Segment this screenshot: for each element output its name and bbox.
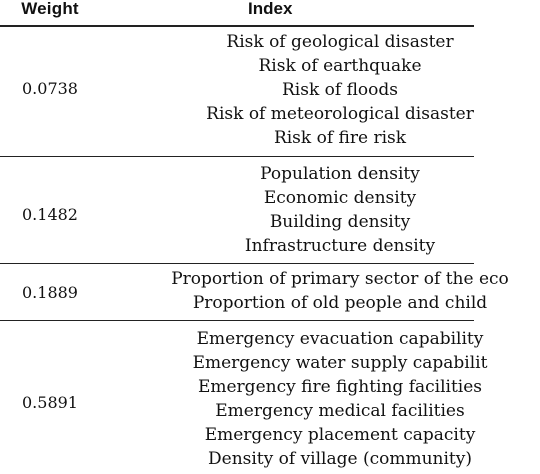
index-item: Emergency medical facilities <box>215 401 465 421</box>
index-item: Emergency placement capacity <box>204 425 476 445</box>
table-header <box>0 0 474 26</box>
index-item: Risk of earthquake <box>258 56 422 76</box>
index-item: Population density <box>260 164 420 184</box>
index-item: Emergency evacuation capability <box>196 329 484 349</box>
row-divider <box>0 156 474 157</box>
row-divider <box>0 263 474 264</box>
weight-cell: 0.5891 <box>22 393 78 412</box>
index-item: Risk of meteorological disaster <box>206 104 474 124</box>
header-index: Index <box>248 0 293 18</box>
index-item: Proportion of primary sector of the eco <box>171 269 509 289</box>
weight-cell: 0.1482 <box>22 205 78 224</box>
index-item: Density of village (community) <box>208 449 472 469</box>
index-item: Building density <box>269 212 411 232</box>
header-rule <box>0 25 474 27</box>
index-item: Emergency fire fighting facilities <box>197 377 483 397</box>
index-item: Emergency water supply capabilit <box>192 353 488 373</box>
header-weight: Weight <box>21 0 79 18</box>
index-item: Proportion of old people and child <box>192 293 488 313</box>
index-item: Risk of floods <box>281 80 398 100</box>
index-item: Risk of geological disaster <box>226 32 454 52</box>
row-divider <box>0 320 474 321</box>
index-item: Economic density <box>263 188 417 208</box>
weight-cell: 0.1889 <box>22 283 78 302</box>
index-item: Risk of fire risk <box>273 128 407 148</box>
index-item: Infrastructure density <box>244 236 436 256</box>
weight-cell: 0.0738 <box>22 79 78 98</box>
